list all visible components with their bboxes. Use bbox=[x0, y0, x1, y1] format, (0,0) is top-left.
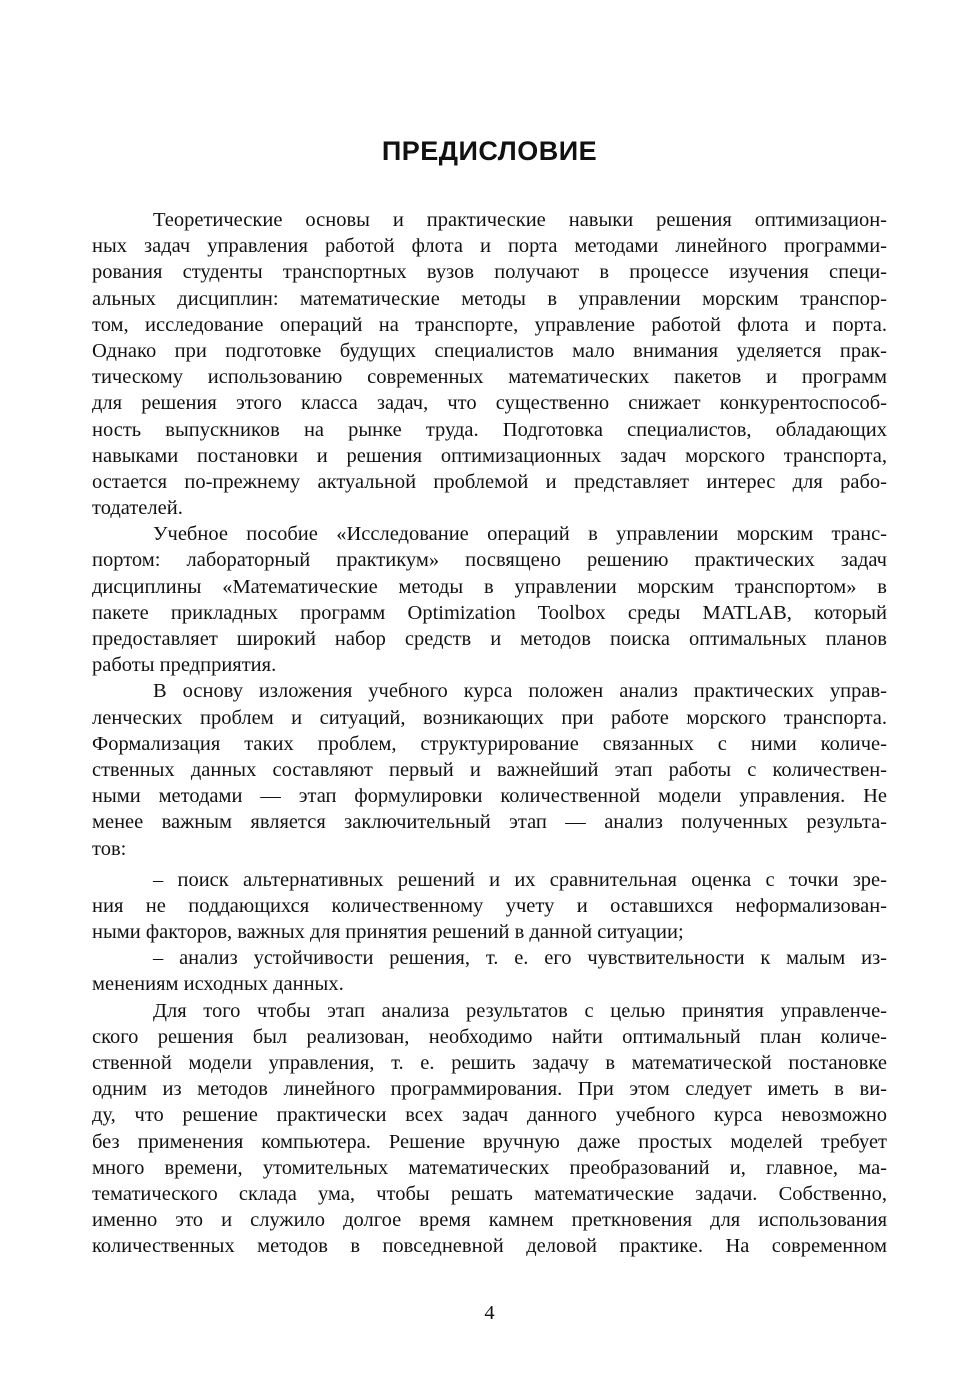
text-line: том, исследование операций на транспорте, управление работой флота и порта. bbox=[92, 313, 887, 336]
text-line: много времени, утомительных математических преобразований и, главное, ма- bbox=[92, 1156, 887, 1179]
text-line: остается по-прежнему актуальной проблемой и представляет интерес для рабо- bbox=[92, 470, 887, 493]
text-line: ных задач управления работой флота и порта методами линейного программи- bbox=[92, 235, 887, 258]
text-line: ными методами — этап формулировки количественной модели управления. Не bbox=[92, 785, 887, 808]
text-line: ственных данных составляют первый и важнейший этап работы с количествен- bbox=[92, 758, 887, 781]
text-line: тов: bbox=[92, 837, 127, 860]
text-line: Теоретические основы и практические навыки решения оптимизацион- bbox=[153, 209, 887, 231]
text-line: портом: лабораторный практикум» посвящено решению практических задач bbox=[92, 549, 887, 572]
text-line: предоставляет широкий набор средств и методов поиска оптимальных планов bbox=[92, 628, 887, 650]
page-title: ПРЕДИСЛОВИЕ bbox=[381, 136, 598, 166]
text-line: ными факторов, важных для принятия решений в данной ситуации; bbox=[92, 921, 684, 944]
text-line: Однако при подготовке будущих специалистов мало внимания уделяется прак- bbox=[92, 339, 887, 362]
page-number: 4 bbox=[484, 1302, 495, 1324]
text-line: именно это и служило долгое время камнем преткновения для использования bbox=[92, 1209, 887, 1232]
text-line: В основу изложения учебного курса положен анализ практических управ- bbox=[153, 680, 887, 703]
text-line: – анализ устойчивости решения, т. е. его чувствительности к малым из- bbox=[153, 947, 887, 970]
text-line: Для того чтобы этап анализа результатов с целью принятия управленче- bbox=[153, 999, 887, 1022]
text-line: ственной модели управления, т. е. решить задачу в математической постановке bbox=[92, 1052, 887, 1074]
text-line: навыками постановки и решения оптимизационных задач морского транспорта, bbox=[92, 444, 887, 467]
text-line: ского решения был реализован, необходимо найти оптимальный план количе- bbox=[92, 1025, 887, 1048]
text-line: тическому использованию современных математических пакетов и программ bbox=[92, 366, 887, 389]
text-line: ния не поддающихся количественному учету и оставшихся неформализован- bbox=[92, 894, 887, 917]
text-line: тематического склада ума, чтобы решать математические задачи. Собственно, bbox=[92, 1182, 887, 1205]
text-line: работы предприятия. bbox=[92, 654, 277, 677]
text-line: дисциплины «Математические методы в управлении морским транспортом» в bbox=[92, 575, 887, 598]
text-line: Формализация таких проблем, структурирование связанных с ними количе- bbox=[92, 732, 887, 755]
text-line: альных дисциплин: математические методы в управлении морским транспор- bbox=[92, 287, 887, 310]
text-line: одним из методов линейного программирования. При этом следует иметь в ви- bbox=[92, 1078, 887, 1101]
text-line: Учебное пособие «Исследование операций в управлении морским транс- bbox=[153, 523, 887, 546]
text-line: – поиск альтернативных решений и их сравнительная оценка с точки зре- bbox=[153, 868, 887, 891]
body-text bbox=[92, 207, 887, 1260]
text-line: пакете прикладных программ Optimization Toolbox среды MATLAB, который bbox=[92, 601, 887, 624]
text-line: ность выпускников на рынке труда. Подготовка специалистов, обладающих bbox=[92, 418, 887, 441]
text-line: рования студенты транспортных вузов получают в процессе изучения специ- bbox=[92, 261, 887, 284]
text-line: тодателей. bbox=[92, 497, 183, 520]
text-line: без применения компьютера. Решение вручную даже простых моделей требует bbox=[92, 1130, 887, 1153]
text-line: ду, что решение практически всех задач данного учебного курса невозможно bbox=[92, 1104, 887, 1127]
text-line: количественных методов в повседневной деловой практике. На современном bbox=[92, 1235, 887, 1258]
text-line: для решения этого класса задач, что существенно снижает конкурентоспособ- bbox=[92, 392, 887, 415]
text-line: менениям исходных данных. bbox=[92, 973, 344, 996]
text-line: менее важным является заключительный этап — анализ полученных результа- bbox=[92, 811, 887, 834]
text-line: ленческих проблем и ситуаций, возникающих при работе морского транспорта. bbox=[92, 706, 887, 729]
